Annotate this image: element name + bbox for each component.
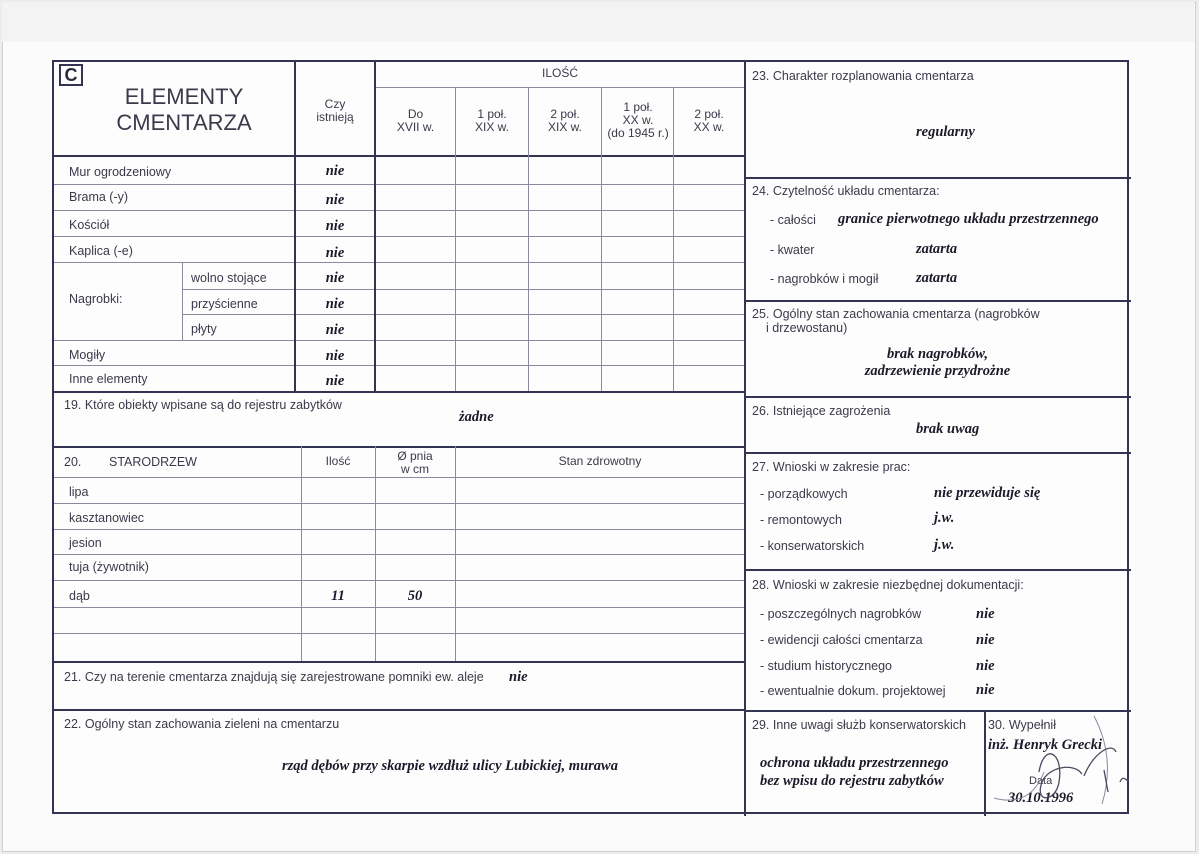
row-label-wall-mounted: przyścienne [191,297,258,311]
rule [455,87,456,391]
q21-answer: nie [509,669,528,685]
q27-item-2-answer: j.w. [934,510,955,526]
rule [54,210,744,211]
q25-label-line1: 25. Ogólny stan zachowania cmentarza (nagrobków [752,307,1040,321]
rule [744,177,1131,179]
rule [54,262,744,263]
period-1-line1: Do [407,107,424,121]
q23-label: 23. Charakter rozplanowania cmentarza [752,69,974,83]
q22-label: 22. Ogólny stan zachowania zieleni na cmentarzu [64,717,340,731]
period-4-line2: XX w. [622,113,654,127]
row-value-slabs: nie [325,322,345,338]
col-exists-header [296,98,374,124]
q27-item-3-label: - konserwatorskich [760,539,865,553]
rule [54,477,744,478]
row-label-tombstones: Nagrobki: [69,292,123,306]
period-header-4 [602,101,674,140]
row-label-freestanding: wolno stojące [191,271,267,285]
rule [54,554,744,555]
tree-count-5: 11 [331,588,345,604]
row-label-graves: Mogiły [69,348,106,362]
q24-item-1-answer: granice pierwotnego układu przestrzennego [838,211,1099,227]
row-value-chapel: nie [325,245,345,261]
period-header-1 [376,108,455,134]
q26-answer: brak uwag [916,421,980,437]
rule [54,529,744,530]
form-card [52,60,1129,814]
rule [54,365,744,366]
q27-label: 27. Wnioski w zakresie prac: [752,460,911,474]
period-2-line1: 1 poł. [477,107,507,121]
row-label-other: Inne elementy [69,372,148,386]
elements-title-line1: ELEMENTY [124,84,244,109]
q28-item-1-answer: nie [976,606,995,622]
rule [673,87,674,391]
q19-label: 19. Które obiekty wpisane są do rejestru zabytków [64,398,342,412]
period-5-line1: 2 poł. [694,107,724,121]
rule [54,607,744,608]
period-header-3 [529,108,601,134]
tree-name-2: kasztanowiec [69,511,145,525]
rule [744,62,746,816]
period-4-line3: (do 1945 r.) [607,126,669,140]
row-label-wall: Mur ogrodzeniowy [69,165,172,179]
q28-item-3-label: - studium historycznego [760,659,893,673]
rule [374,62,376,391]
period-header-5 [674,108,744,134]
rule [182,289,744,290]
rule [54,503,744,504]
q28-label: 28. Wnioski w zakresie niezbędnej dokumentacji: [752,578,1024,592]
row-value-freestanding: nie [325,270,345,286]
rule [54,184,744,185]
q20-col-trunk [376,450,454,476]
rule [744,452,1131,454]
q28-item-4-label: - ewentualnie dokum. projektowej [760,684,946,698]
rule [455,446,456,661]
rule [528,87,529,391]
q29-label: 29. Inne uwagi służb konserwatorskich [752,718,967,732]
tree-name-4: tuja (żywotnik) [69,560,149,574]
rule [54,633,744,634]
q20-title: STARODRZEW [109,455,197,469]
period-4-line1: 1 poł. [623,100,653,114]
period-2-line2: XIX w. [474,120,509,134]
q24-item-2-answer: zatarta [916,241,958,257]
rule [182,262,183,340]
q20-number: 20. [64,455,82,469]
row-value-wall-mounted: nie [325,296,345,312]
q27-item-1-label: - porządkowych [760,487,848,501]
q22-answer: rząd dębów przy skarpie wzdłuż ulicy Lubickiej, murawa [282,758,618,774]
q19-answer: żadne [459,409,494,425]
row-label-slabs: płyty [191,322,217,336]
row-value-church: nie [325,218,345,234]
col-exists-line2: istnieją [316,110,354,124]
col-exists-line1: Czy [324,97,346,111]
section-letter-box: C [59,64,83,86]
period-3-line1: 2 poł. [550,107,580,121]
rule [376,87,744,88]
row-value-wall: nie [325,163,345,179]
q28-item-1-label: - poszczególnych nagrobków [760,607,922,621]
rule [54,580,744,581]
q27-item-1-answer: nie przewiduje się [934,485,1041,501]
quantity-header: ILOŚĆ [541,66,578,80]
tree-trunk-5: 50 [407,588,423,604]
q21-label: 21. Czy na terenie cmentarza znajdują się zarejestrowane pomniki ew. aleje [64,670,484,684]
rule [744,300,1131,302]
rule [54,155,744,157]
rule [54,446,744,448]
q20-col-health: Stan zdrowotny [558,454,642,468]
rule [294,62,296,391]
q24-label: 24. Czytelność układu cmentarza: [752,184,940,198]
row-label-gate: Brama (-y) [69,190,129,204]
rule [744,396,1131,398]
q28-item-4-answer: nie [976,682,995,698]
rule [744,569,1131,571]
q25-answer-line2: zadrzewienie przydrożne [864,363,1011,379]
q20-col-trunk-line1: Ø pnia [397,449,433,463]
q20-col-trunk-line2: w cm [401,462,429,476]
q30-label: 30. Wypełnił [988,718,1056,732]
signature-stroke [1039,748,1129,798]
q28-item-2-label: - ewidencji całości cmentarza [760,633,923,647]
rule [375,446,376,661]
q24-item-1-label: - całości [770,213,816,227]
q24-item-3-answer: zatarta [916,270,958,286]
row-value-other: nie [325,373,345,389]
q30-date: 30.10.1996 [1008,790,1074,806]
period-header-2 [456,108,528,134]
row-label-chapel: Kaplica (-e) [69,244,133,258]
q24-item-3-label: - nagrobków i mogił [770,272,879,286]
q24-item-2-label: - kwater [770,243,815,257]
rule [182,314,744,315]
q26-label: 26. Istniejące zagrożenia [752,404,891,418]
tree-name-1: lipa [69,485,89,499]
q20-col-count: Ilość [325,454,351,468]
period-1-line2: XVII w. [396,120,435,134]
rule [54,709,744,711]
row-value-graves: nie [325,348,345,364]
signature-stroke [1094,716,1107,804]
signature-stroke [994,772,1044,800]
period-5-line2: XX w. [693,120,725,134]
q27-item-2-label: - remontowych [760,513,842,527]
q29-answer-line1: ochrona układu przestrzennego [760,755,949,771]
rule [54,340,744,341]
q28-item-2-answer: nie [976,632,995,648]
q27-item-3-answer: j.w. [934,537,955,553]
rule [301,446,302,661]
q25-label-line2: i drzewostanu) [766,321,848,335]
tree-name-3: jesion [69,536,102,550]
q28-item-3-answer: nie [976,658,995,674]
q29-answer-line2: bez wpisu do rejestru zabytków [760,773,944,789]
row-label-church: Kościół [69,218,110,232]
q30-name: inż. Henryk Grecki [988,737,1102,753]
elements-title-line2: CMENTARZA [116,110,252,135]
rule [54,391,744,393]
period-3-line2: XIX w. [547,120,582,134]
q30-date-label: Data [1029,775,1053,787]
q25-answer-line1: brak nagrobków, [887,346,988,362]
tree-name-5: dąb [69,589,90,603]
rule [54,236,744,237]
paper-top-strip [2,2,1194,42]
row-value-gate: nie [325,192,345,208]
signature-drawing [944,712,1129,812]
q23-answer: regularny [916,124,975,140]
rule [54,661,744,663]
rule [601,87,602,391]
